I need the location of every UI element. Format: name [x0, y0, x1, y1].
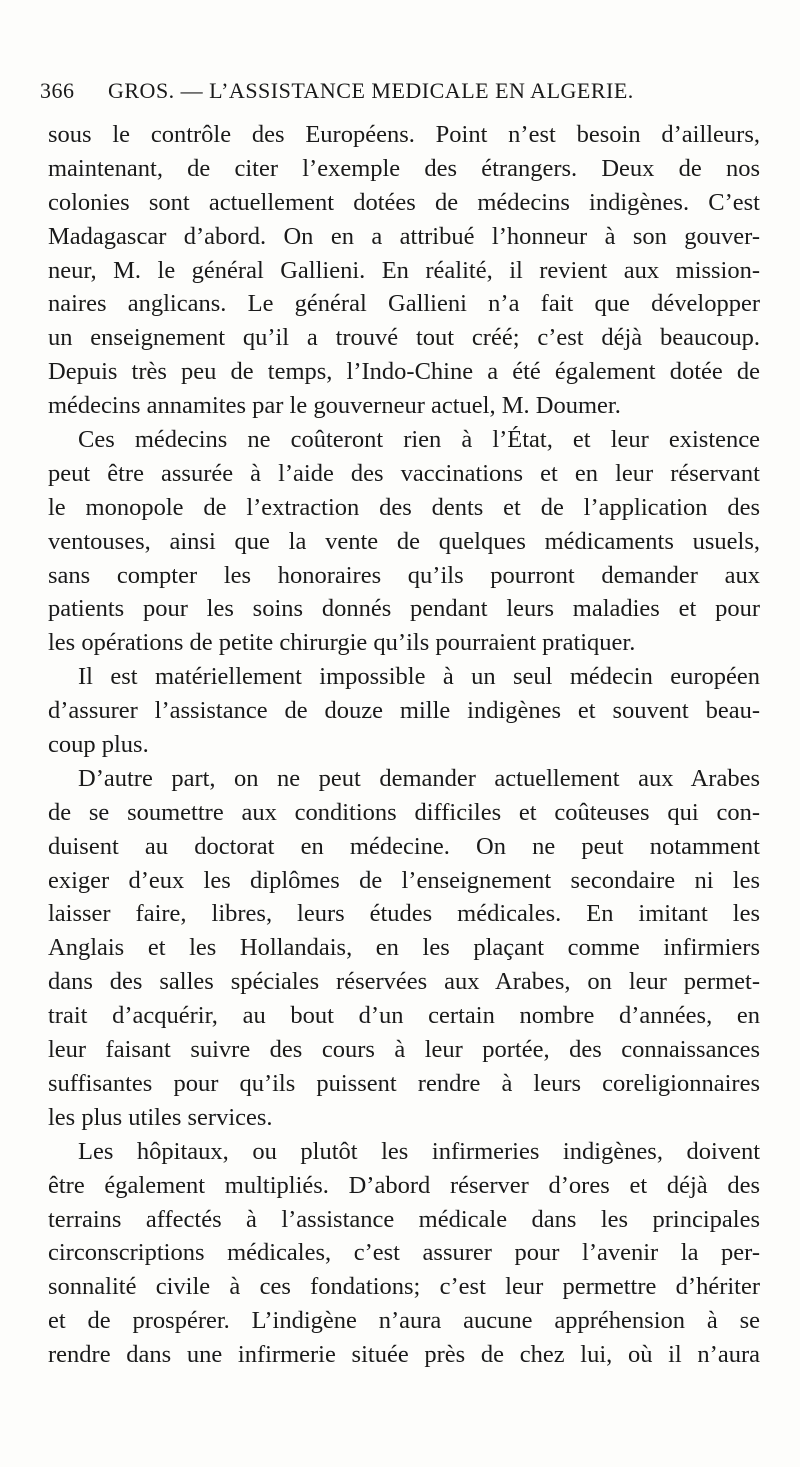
text-line: exiger d’eux les diplômes de l’enseignement secondaire ni les [48, 866, 760, 894]
text-line: médecins annamites par le gouverneur actuel, M. Doumer. [48, 392, 621, 420]
text-line: maintenant, de citer l’exemple des étrangers. Deux de nos [48, 154, 760, 182]
running-title: GROS. — L’ASSISTANCE MEDICALE EN ALGERIE. [108, 78, 634, 103]
page-number: 366 [40, 78, 75, 103]
text-line: de se soumettre aux conditions difficiles et coûteuses qui con- [48, 798, 760, 826]
text-line: Il est matériellement impossible à un seul médecin européen [78, 663, 760, 691]
text-line: les plus utiles services. [48, 1103, 273, 1131]
text-line: d’assurer l’assistance de douze mille indigènes et souvent beau- [48, 697, 760, 725]
running-head [40, 78, 760, 104]
body-text [48, 118, 760, 1372]
text-line: sans compter les honoraires qu’ils pourront demander aux [48, 561, 760, 589]
text-line: leur faisant suivre des cours à leur portée, des connaissances [48, 1036, 760, 1064]
text-line: un enseignement qu’il a trouvé tout créé; c’est déjà beaucoup. [48, 324, 760, 352]
text-line: et de prospérer. L’indigène n’aura aucune appréhension à se [48, 1307, 760, 1335]
text-line: D’autre part, on ne peut demander actuellement aux Arabes [78, 764, 760, 792]
text-line: peut être assurée à l’aide des vaccinations et en leur réservant [48, 459, 760, 487]
text-line: duisent au doctorat en médecine. On ne peut notamment [48, 832, 760, 860]
text-line: terrains affectés à l’assistance médicale dans les principales [48, 1205, 760, 1233]
text-line: Les hôpitaux, ou plutôt les infirmeries indigènes, doivent [78, 1137, 760, 1165]
text-line: colonies sont actuellement dotées de médecins indigènes. C’est [48, 188, 760, 216]
text-line: laisser faire, libres, leurs études médicales. En imitant les [48, 900, 760, 928]
text-line: patients pour les soins donnés pendant leurs maladies et pour [48, 595, 760, 623]
text-line: Depuis très peu de temps, l’Indo-Chine a été également dotée de [48, 358, 760, 386]
text-line: le monopole de l’extraction des dents et de l’application des [48, 493, 760, 521]
text-line: suffisantes pour qu’ils puissent rendre à leurs coreligionnaires [48, 1069, 760, 1097]
text-line: neur, M. le général Gallieni. En réalité, il revient aux mission- [48, 256, 760, 284]
text-line: sous le contrôle des Européens. Point n’est besoin d’ailleurs, [48, 121, 760, 148]
text-line: rendre dans une infirmerie située près de chez lui, où il n’aura [48, 1341, 760, 1369]
text-line: sonnalité civile à ces fondations; c’est leur permettre d’hériter [48, 1273, 760, 1301]
text-line: Anglais et les Hollandais, en les plaçant comme infirmiers [48, 934, 760, 962]
text-line: trait d’acquérir, au bout d’un certain nombre d’années, en [48, 1002, 760, 1030]
text-line: dans des salles spéciales réservées aux Arabes, on leur permet- [48, 968, 760, 996]
text-line: être également multipliés. D’abord réserver d’ores et déjà des [48, 1171, 760, 1199]
text-line: les opérations de petite chirurgie qu’ils pourraient pratiquer. [48, 629, 636, 657]
text-line: ventouses, ainsi que la vente de quelques médicaments usuels, [48, 527, 760, 555]
text-line: naires anglicans. Le général Gallieni n’a fait que développer [48, 290, 760, 318]
text-line: coup plus. [48, 731, 149, 759]
text-line: circonscriptions médicales, c’est assurer pour l’avenir la per- [48, 1239, 760, 1267]
text-line: Ces médecins ne coûteront rien à l’État, et leur existence [78, 426, 760, 454]
text-line: Madagascar d’abord. On en a attribué l’honneur à son gouver- [48, 222, 760, 250]
